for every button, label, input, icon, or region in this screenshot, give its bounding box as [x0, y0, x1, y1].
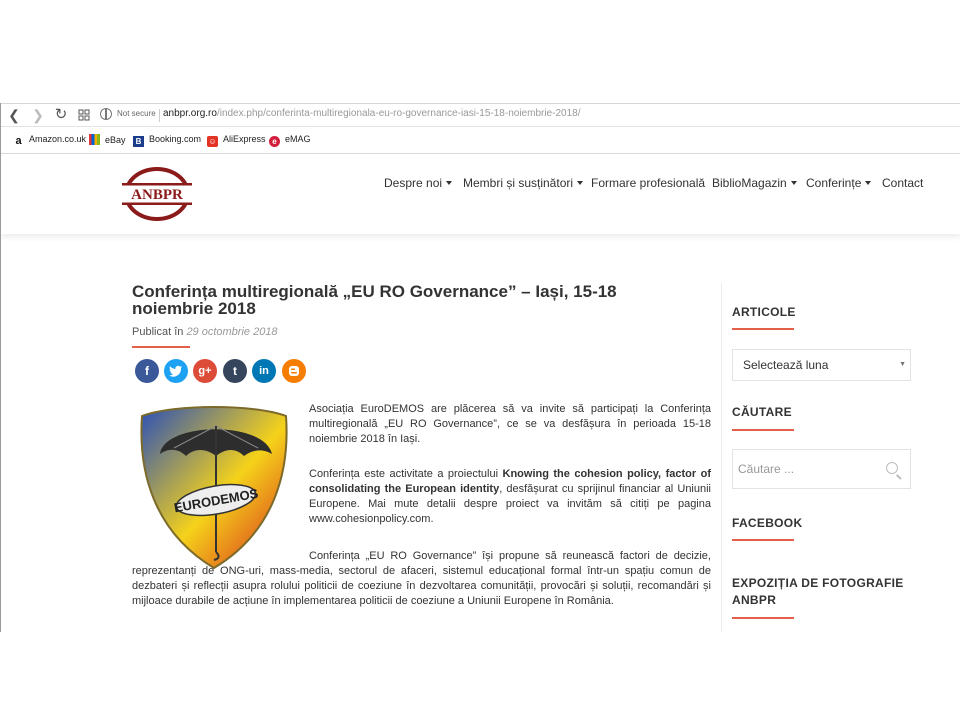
- widget-underline: [732, 539, 794, 541]
- project-name: Knowing the cohesion policy, factor of consolidating the European identity: [309, 468, 711, 495]
- published-label: Publicat în: [132, 326, 184, 338]
- title-underline: [132, 346, 190, 348]
- search-icon[interactable]: [886, 462, 898, 474]
- nav-membri[interactable]: [463, 176, 583, 190]
- security-label[interactable]: Not secure: [117, 109, 156, 118]
- browser-window: [0, 103, 960, 632]
- nav-label: Formare profesională: [591, 176, 706, 190]
- article-paragraph-2: [309, 467, 711, 527]
- bookmark-label: eBay: [105, 135, 126, 145]
- blogger-icon[interactable]: [282, 359, 306, 383]
- tumblr-icon[interactable]: t: [223, 359, 247, 383]
- nav-contact[interactable]: [882, 176, 923, 190]
- url-path: /index.php/conferinta-multiregionala-eu-ro-governance-iasi-15-18-noiembrie-2018/: [216, 108, 581, 119]
- month-select[interactable]: [732, 349, 911, 381]
- photo-widget-title: EXPOZIȚIA DE FOTOGRAFIE ANBPR: [732, 576, 904, 607]
- bookmark-label: eMAG: [285, 134, 311, 144]
- articles-widget-title: ARTICOLE: [732, 305, 796, 319]
- bookmarks-bar: [1, 127, 960, 154]
- select-value: Selectează luna: [743, 358, 829, 372]
- svg-text:EURODEMOS: EURODEMOS: [172, 485, 260, 516]
- widget-underline: [732, 617, 794, 619]
- nav-label: Membri și susținători: [463, 176, 574, 190]
- svg-text:ANBPR: ANBPR: [131, 187, 183, 203]
- caret-down-icon: [865, 181, 871, 185]
- forward-icon[interactable]: ❯: [32, 107, 44, 123]
- bookmark-amazon[interactable]: [13, 134, 86, 147]
- twitter-icon[interactable]: [164, 359, 188, 383]
- nav-bibliomagazin[interactable]: [712, 176, 797, 190]
- widget-underline: [732, 328, 794, 330]
- bookmark-emag[interactable]: [269, 134, 311, 147]
- facebook-icon[interactable]: f: [135, 359, 159, 383]
- widget-underline: [732, 429, 794, 431]
- anbpr-logo[interactable]: [122, 166, 192, 222]
- paragraph-text: Conferința este activitate a proiectului: [309, 468, 503, 480]
- reload-icon[interactable]: ↻: [54, 106, 68, 123]
- divider: [159, 109, 160, 122]
- search-widget-title: CĂUTARE: [732, 405, 792, 419]
- bookmark-label: Booking.com: [149, 134, 202, 144]
- url-domain: anbpr.org.ro: [163, 108, 217, 119]
- google-plus-icon[interactable]: g+: [193, 359, 217, 383]
- amazon-icon: a: [15, 135, 22, 147]
- booking-icon: B: [133, 136, 144, 147]
- nav-despre-noi[interactable]: [384, 176, 452, 190]
- caret-down-icon: [791, 181, 797, 185]
- nav-label: Despre noi: [384, 176, 443, 190]
- nav-label: Contact: [882, 176, 924, 190]
- bookmark-ebay[interactable]: [89, 134, 126, 145]
- apps-grid-icon[interactable]: [75, 106, 93, 124]
- linkedin-icon[interactable]: in: [252, 359, 276, 383]
- published-date[interactable]: 29 octombrie 2018: [186, 326, 278, 338]
- bookmark-booking[interactable]: [133, 134, 201, 147]
- nav-label: BiblioMagazin: [712, 176, 787, 190]
- bookmark-label: Amazon.co.uk: [29, 134, 87, 144]
- nav-conferinte[interactable]: [806, 176, 871, 190]
- search-input[interactable]: [732, 449, 911, 489]
- ebay-icon: [89, 134, 100, 145]
- caret-down-icon: [577, 181, 583, 185]
- paragraph-text: , desfășurat cu sprijinul financiar al Uniunii Europene. Mai mute detalii despre proiect va invităm să citiți pe pagina www.cohesionpolicy.com.: [309, 483, 712, 525]
- info-icon[interactable]: [100, 108, 112, 120]
- eurodemos-emblem: [134, 402, 294, 570]
- nav-formare[interactable]: [591, 176, 705, 190]
- bookmark-aliexpress[interactable]: [207, 134, 266, 147]
- bookmark-label: AliExpress: [223, 134, 266, 144]
- emag-icon: e: [269, 136, 280, 147]
- back-icon[interactable]: ❮: [8, 107, 20, 123]
- chevron-down-icon: ▼: [899, 361, 906, 368]
- address-bar: [1, 103, 960, 127]
- url-field[interactable]: [163, 108, 580, 119]
- caret-down-icon: [446, 181, 452, 185]
- article-meta: [132, 326, 278, 338]
- aliexpress-icon: ☺: [208, 137, 217, 146]
- sidebar-divider: [721, 283, 722, 632]
- article-title: Conferința multiregională „EU RO Governance” – Iași, 15-18 noiembrie 2018: [132, 282, 617, 318]
- nav-label: Conferințe: [806, 176, 862, 190]
- search-placeholder: Căutare ...: [738, 462, 795, 476]
- site-header: [1, 154, 960, 234]
- facebook-widget-title: FACEBOOK: [732, 516, 803, 530]
- article-paragraph-1: Asociația EuroDEMOS are plăcerea să va invite să participați la Conferința multiregională „EU RO Governance”, ce se va desfășura în perioada 15-18 noiembrie 2018 în Iași.: [309, 403, 711, 445]
- article-paragraph-3: Conferința „EU RO Governance” își propune să reunească factori de decizie, reprezentanți de ONG-uri, mass-media, sectorul de afaceri, sistemul educațional formal într-un spațiu comun de dezbateri și reflecții asupra rolului politicii de coeziune în dezvoltarea comunității, provocări și soluții, recomandări și mijloace durabile de acțiune în implementarea politicii de coeziune a Uniunii Europene în România.: [132, 550, 711, 607]
